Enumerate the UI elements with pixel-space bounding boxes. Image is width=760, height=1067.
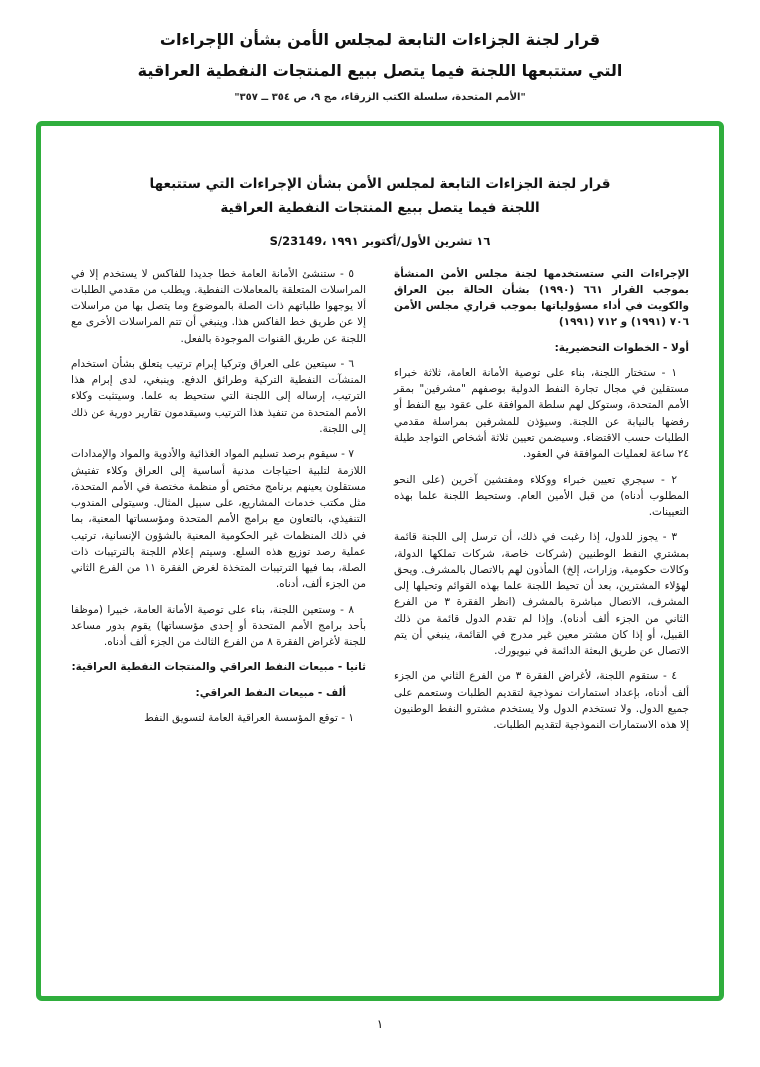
document-title-line1: قرار لجنة الجزاءات التابعة لمجلس الأمن بشأن الإجراءات التي ستتبعها xyxy=(149,176,611,192)
intro-paragraph: الإجراءات التي ستستخدمها لجنة مجلس الأمن المنشأة بموجب القرار ٦٦١ (١٩٩٠) بشأن الحالة بين العراق والكويت في أداء مسؤولياتها بموجب قراري مجلس الأمن ٧٠٦ (١٩٩١) و ٧١٢ (١٩٩١) xyxy=(394,267,689,329)
left-column xyxy=(71,266,366,743)
paragraph-8: ٨ - وستعين اللجنة، بناء على توصية الأمانة العامة، خبيرا (موظفا بأحد برامج الأمم المتحدة أو إحدى مؤسساتها) يقوم بدور مساعد للجنة لأغراض الفقرة ٨ من الفرع الثالث من الجزء ألف أدناه. xyxy=(71,603,366,649)
outer-header xyxy=(0,30,760,103)
paragraph-3: ٣ - يجوز للدول، إذا رغبت في ذلك، أن ترسل إلى اللجنة قائمة بمشتري النفط الوطنيين (شركات خاصة، شركات تملكها الدولة، وكالات حكومية، وزارات، إلخ) المأذون لهم بالاتصال بالمشرف. ويحق لهؤلاء المشترين، بعد أن تحيط اللجنة علما بهذه القوائم وتحيلها إلى المشرف، الاتصال مباشرة بالمشرف (انظر الفقرة ٣ من الفرع الثاني من الجزء ألف أدناه). وإذا لم تقدم الدول قائمة من ذلك القبيل، أو إذا كان مشتر معين غير مدرج في القائمة، ينبغي أن يتم الاتصال عن طريق البعثة الدائمة في نيويورك. xyxy=(394,531,690,658)
paragraph-1: ١ - ستختار اللجنة، بناء على توصية الأمانة العامة، ثلاثة خبراء مستقلين في مجال تجارة النفط الدولية بوصفهم "مشرفين" بمقر الأمم المتحدة، وستوكل لهم سلطة الموافقة على عقود بيع النفط أو رفضها بالنيابة عن اللجنة. وسيؤذن للمشرفين بمراسلة مقدمي الطلبات حسب الاقتضاء. وسيضمن تعيين ثلاثة أشخاص التواجد طيلة ٢٤ ساعة لعمليات الموافقة في العقود. xyxy=(394,366,689,461)
section-1-heading: أولا - الخطوات التحضيرية: xyxy=(554,341,689,354)
document-title-line2: اللجنة فيما يتصل ببيع المنتجات النفطية العراقية xyxy=(220,200,540,217)
outer-title-line1: قرار لجنة الجزاءات التابعة لمجلس الأمن بشأن الإجراءات xyxy=(159,30,601,49)
two-column-body xyxy=(71,266,689,743)
document-title xyxy=(71,172,689,221)
page-number: ١ xyxy=(376,1017,384,1031)
right-column xyxy=(394,266,689,743)
paragraph-6: ٦ - سيتعين على العراق وتركيا إبرام ترتيب يتعلق بشأن استخدام المنشآت النفطية التركية وطرائق الدفع. وينبغي، لدى إبرام هذا الترتيب، إرساله إلى اللجنة التي ستحيط به علما. وسيتثبت وكلاء الأمم المتحدة من تنفيذ هذا الترتيب وسيقدمون تقارير دورية عن ذلك إلى اللجنة. xyxy=(71,357,366,435)
paragraph-7: ٧ - سيقوم برصد تسليم المواد الغذائية والأدوية والمواد والإمدادات اللازمة لتلبية احتياجات مدنية أساسية إلى العراق وكلاء تفتيش مستقلون يعينهم برنامج مختص أو منظمة مختصة في الأمم المتحدة، مثل مكتب خدمات المشاريع، على سبيل المثال. وسيتولى المندوب التنفيذي، بالتعاون مع برامج الأمم المتحدة ومؤسساتها المعنية، بما في ذلك المنظمات غير الحكومية المعنية بالشؤون الإنسانية، ترتيب عملية رصد توزيع هذه السلع. وسيتم إعلام اللجنة بالترتيبات ذات الصلة، بما فيها الترتيبات المتخذة لغرض الفقرة ١١ من الفرع الثاني من الجزء ألف، أدناه. xyxy=(71,448,367,591)
paragraph-2: ٢ - سيجري تعيين خبراء ووكلاء ومفتشين آخرين (على النحو المطلوب أدناه) من قبل الأمين العام. وستحيط اللجنة علما بهذه التعيينات. xyxy=(394,473,689,519)
section-2-heading: ثانيا - مبيعات النفط العراقي والمنتجات النفطية العراقية: xyxy=(71,661,366,674)
document-symbol-and-date: S/23149، ١٦ تشرين الأول/أكتوبر ١٩٩١ xyxy=(269,233,491,248)
paragraph-5: ٥ - ستنشئ الأمانة العامة خطا جديدا للفاكس لا يستخدم إلا في المراسلات المتعلقة بالمعاملات النفطية. ويطلب من مقدمي الطلبات ألا يوجهوا طلباتهم ذات الصلة بالموضوع وما يتصل بها من مراسلات إلا عن طريق خط الفاكس هذا. وينبغي أن تتم المراسلات الأخرى مع اللجنة عن طريق القنوات الموجودة بالفعل. xyxy=(71,267,366,345)
scanned-document-frame xyxy=(36,121,724,1001)
source-citation: "الأمم المتحدة، سلسلة الكتب الزرقاء، مج ٩، ص ٣٥٤ ــ ٣٥٧" xyxy=(234,92,526,103)
subsection-alif-heading: ألف - مبيعات النفط العراقي: xyxy=(195,686,346,699)
outer-title-line2: التي ستتبعها اللجنة فيما يتصل ببيع المنتجات النفطية العراقية xyxy=(137,61,623,80)
paragraph-4: ٤ - ستقوم اللجنة، لأغراض الفقرة ٣ من الفرع الثاني من الجزء ألف أدناه، بإعداد استمارات نموذجية لتقديم الطلبات وستعمم على جميع الدول. ولا تستخدم الدول ولا يستخدم مشترو النفط الوطنيون إلا هذه الاستمارات النموذجية لتقديم الطلبات. xyxy=(394,670,689,732)
paragraph-9: ١ - توقع المؤسسة العراقية العامة لتسويق النفط xyxy=(144,711,354,724)
